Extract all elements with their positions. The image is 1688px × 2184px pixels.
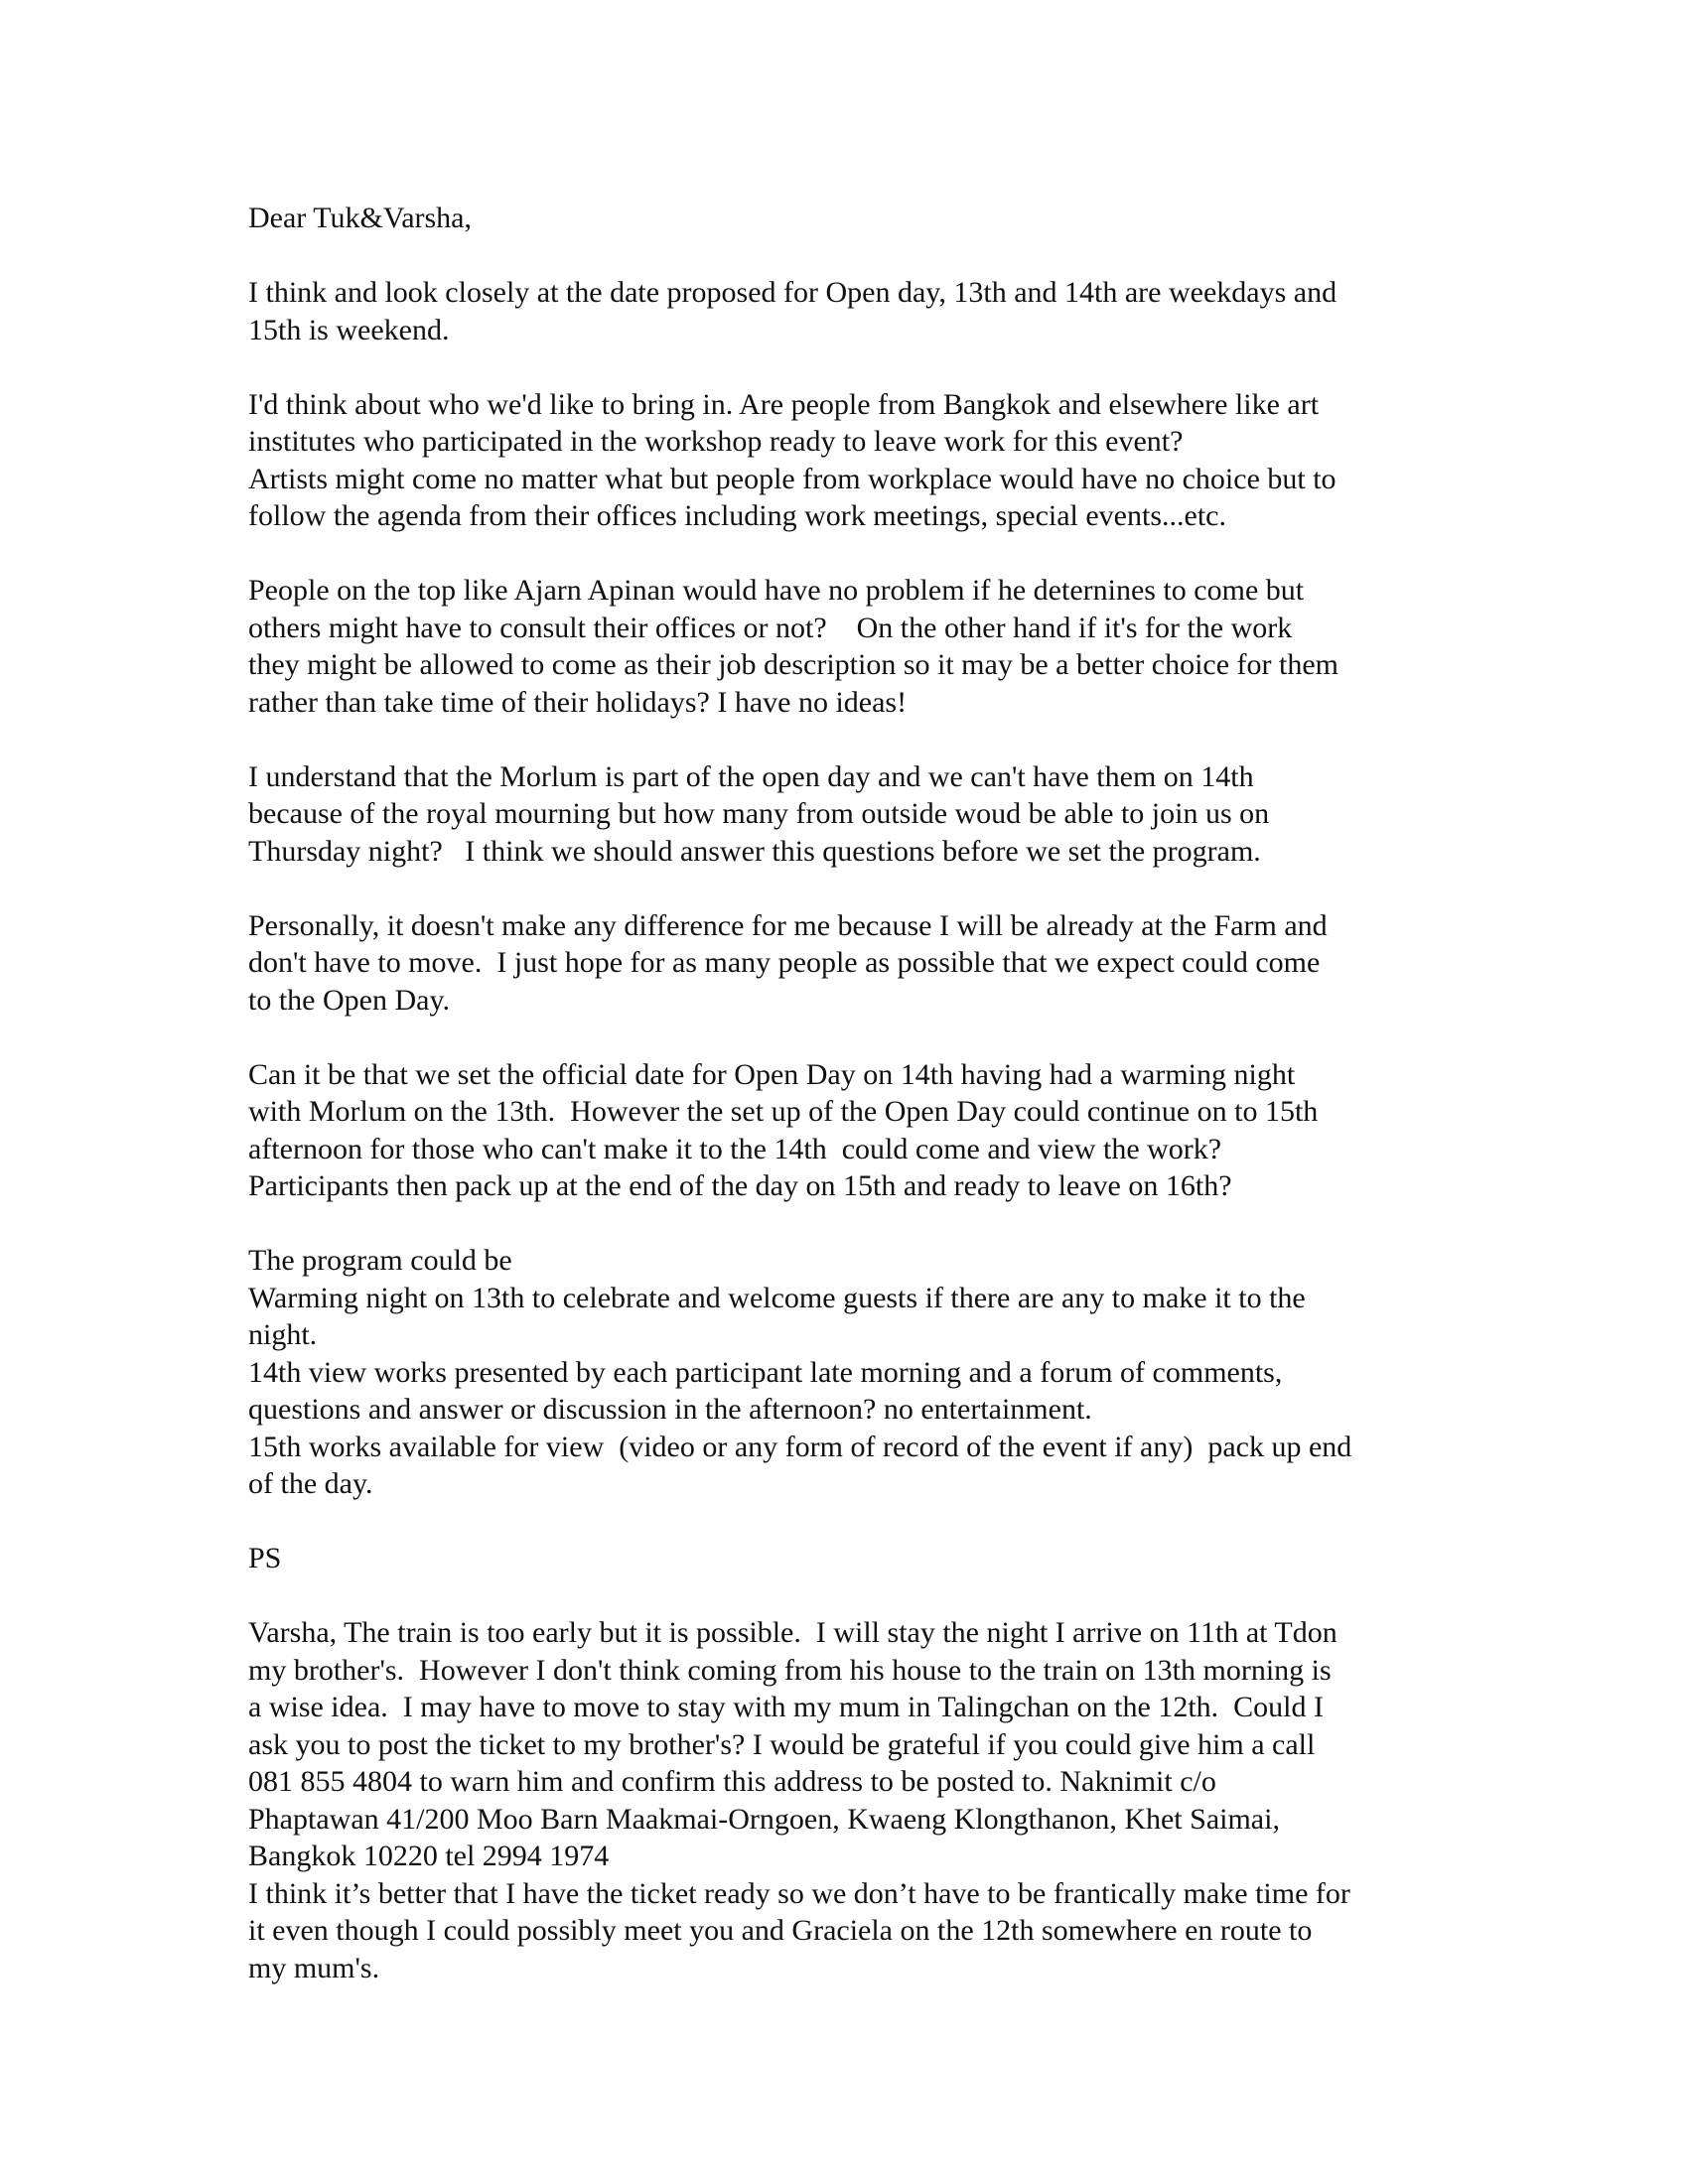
text-line: 14th view works presented by each participant late morning and a forum of comments,	[248, 1355, 1283, 1389]
blank-line	[248, 1503, 1489, 1541]
text-line: I think and look closely at the date proposed for Open day, 13th and 14th are weekdays and	[248, 276, 1337, 309]
text-line: I think it’s better that I have the ticket ready so we don’t have to be frantically make time for	[248, 1876, 1350, 1910]
text-line: a wise idea. I may have to move to stay with my mum in Talingchan on the 12th. Could I	[248, 1691, 1324, 1723]
text-line: I'd think about who we'd like to bring in. Are people from Bangkok and elsewhere like art	[248, 387, 1320, 421]
blank-line	[248, 237, 1489, 275]
text-line: with Morlum on the 13th. However the set up of the Open Day could continue on to 15th	[248, 1095, 1319, 1128]
paragraph-who-to-bring	[248, 386, 1489, 535]
blank-line	[248, 348, 1489, 386]
text-line: my brother's. However I don't think coming from his house to the train on 13th morning is	[248, 1653, 1332, 1687]
text-line: of the day.	[248, 1467, 373, 1500]
text-line: Phaptawan 41/200 Moo Barn Maakmai-Orngoen, Kwaeng Klongthanon, Khet Saimai,	[248, 1802, 1280, 1836]
text-line: 15th is weekend.	[248, 313, 450, 346]
letter-body	[248, 200, 1489, 1986]
text-line: Warming night on 13th to celebrate and welcome guests if there are any to make it to the	[248, 1281, 1306, 1314]
text-line: People on the top like Ajarn Apinan would have no problem if he deternines to come but	[248, 574, 1305, 607]
text-line: rather than take time of their holidays? I have no ideas!	[248, 685, 908, 719]
blank-line	[248, 1577, 1489, 1615]
text-line: to the Open Day.	[248, 983, 450, 1017]
text-line: others might have to consult their offices or not? On the other hand if it's for the work	[248, 611, 1293, 644]
blank-line	[248, 721, 1489, 758]
paragraph-official-date	[248, 1056, 1489, 1205]
text-line: don't have to move. I just hope for as many people as possible that we expect could come	[248, 946, 1321, 979]
paragraph-program	[248, 1242, 1489, 1503]
text-line: 15th works available for view (video or any form of record of the event if any) pack up end	[248, 1430, 1352, 1463]
text-line: Can it be that we set the official date for Open Day on 14th having had a warming night	[248, 1057, 1296, 1091]
text-line: because of the royal mourning but how many from outside woud be able to join us on	[248, 797, 1270, 830]
text-line: afternoon for those who can't make it to the 14th could come and view the work?	[248, 1132, 1222, 1165]
text-line: Varsha, The train is too early but it is possible. I will stay the night I arrive on 11th at Tdon	[248, 1616, 1337, 1649]
text-line: my mum's.	[248, 1951, 380, 1984]
paragraph-morlum	[248, 758, 1489, 871]
text-line: Participants then pack up at the end of the day on 15th and ready to leave on 16th?	[248, 1169, 1232, 1202]
blank-line	[248, 535, 1489, 573]
salutation: Dear Tuk&Varsha,	[248, 202, 472, 234]
paragraph-open-day-dates	[248, 274, 1489, 348]
text-line: I understand that the Morlum is part of the open day and we can't have them on 14th	[248, 759, 1254, 793]
text-line: ask you to post the ticket to my brother's? I would be grateful if you could give him a call	[248, 1727, 1316, 1761]
blank-line	[248, 870, 1489, 907]
text-line: it even though I could possibly meet you and Graciela on the 12th somewhere en route to	[248, 1914, 1313, 1947]
text-line: PS	[248, 1542, 282, 1574]
text-line: they might be allowed to come as their job description so it may be a better choice for them	[248, 648, 1339, 681]
text-line: Personally, it doesn't make any difference for me because I will be already at the Farm and	[248, 908, 1328, 942]
postscript-heading	[248, 1540, 1489, 1577]
paragraph-personally	[248, 907, 1489, 1020]
paragraph-postscript	[248, 1614, 1489, 1986]
text-line: Thursday night? I think we should answer this questions before we set the program.	[248, 834, 1261, 868]
text-line: questions and answer or discussion in the afternoon? no entertainment.	[248, 1393, 1092, 1426]
text-line: The program could be	[248, 1244, 512, 1277]
blank-line	[248, 1019, 1489, 1056]
text-line: 081 855 4804 to warn him and confirm this address to be posted to. Naknimit c/o	[248, 1765, 1216, 1798]
paragraph-people-on-top	[248, 572, 1489, 721]
text-line: Artists might come no matter what but people from workplace would have no choice but to	[248, 462, 1336, 495]
text-line: institutes who participated in the workshop ready to leave work for this event?	[248, 425, 1184, 458]
blank-line	[248, 1205, 1489, 1243]
text-line: follow the agenda from their offices including work meetings, special events...etc.	[248, 499, 1226, 532]
text-line: night.	[248, 1318, 318, 1351]
text-line: Bangkok 10220 tel 2994 1974	[248, 1840, 610, 1872]
